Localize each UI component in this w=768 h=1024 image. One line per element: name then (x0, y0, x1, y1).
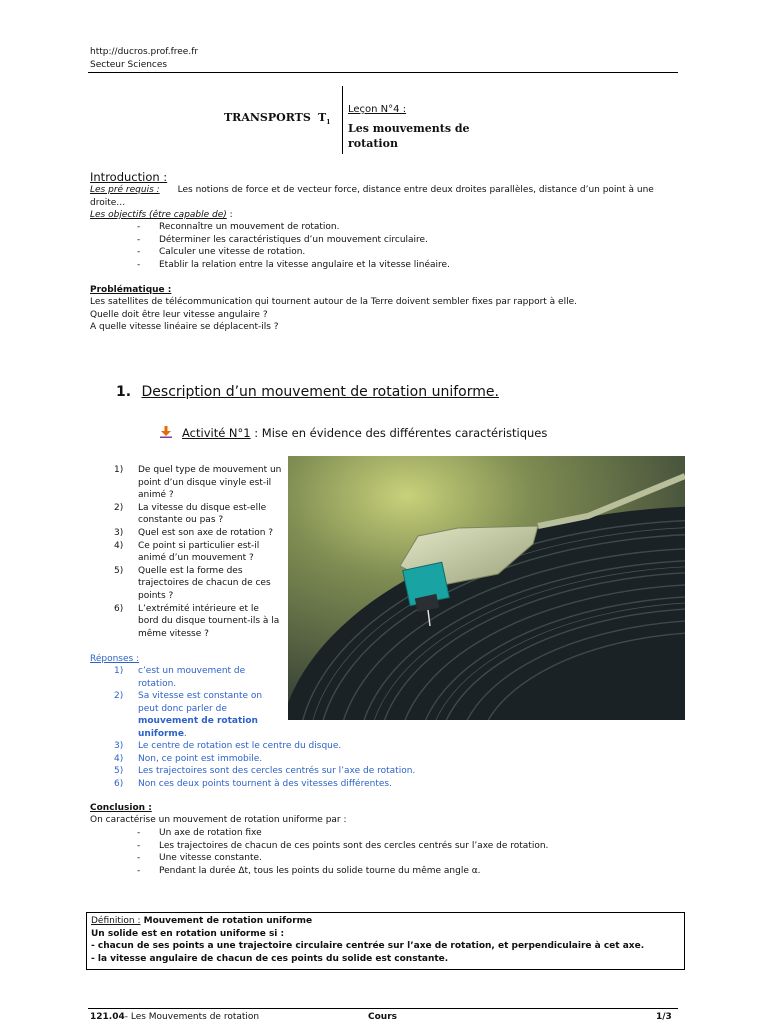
definition-line: Un solide est en rotation uniforme si : (91, 928, 285, 939)
questions-list (112, 464, 282, 640)
list-item: - Un axe de rotation fixe (137, 827, 548, 840)
list-item: 4) Non, ce point est immobile. (114, 753, 263, 764)
list-item: 3) Quel est son axe de rotation ? (114, 527, 274, 538)
subject-title: TRANSPORTS (224, 111, 311, 124)
answers-heading: Réponses : (90, 654, 140, 664)
answers-list-top (112, 665, 272, 741)
intro-objectives-label: Les objectifs (être capable de) : (90, 210, 233, 220)
header-sector: Secteur Sciences (90, 60, 168, 70)
header-rule (88, 72, 678, 73)
list-item: 6) Non ces deux points tournent à des vitesses différentes. (114, 778, 392, 789)
list-item: 6) L’extrémité intérieure et le bord du disque tournent-ils à la même vitesse ? (114, 603, 280, 639)
down-arrow-icon (160, 426, 172, 438)
definition-line: - la vitesse angulaire de chacun de ces points du solide est constante. (91, 953, 449, 964)
conclusion-intro: On caractérise un mouvement de rotation uniforme par : (90, 815, 347, 825)
list-item: 4) Ce point si particulier est-il animé d’un mouvement ? (114, 540, 260, 564)
definition-line: - chacun de ses points a une trajectoire circulaire centrée sur l’axe de rotation, et perpendiculaire à cet axe. (91, 941, 645, 952)
footer-page: 1/3 (656, 1012, 672, 1022)
list-item: - Déterminer les caractéristiques d’un mouvement circulaire. (137, 234, 450, 247)
header-url: http://ducros.prof.free.fr (90, 47, 199, 57)
definition-title: Définition : Mouvement de rotation uniforme (91, 916, 313, 926)
objectives-list (137, 221, 450, 271)
list-item: 5) Quelle est la forme des trajectoires de chacun de ces points ? (114, 565, 271, 601)
problem-heading: Problématique : (90, 285, 172, 295)
intro-prereq: Les pré requis : Les notions de force et de vecteur force, distance entre deux droites parallèles, distance d’un point à une droite… (90, 185, 654, 208)
definition-box (86, 912, 685, 970)
list-item: - Reconnaître un mouvement de rotation. (137, 221, 450, 234)
lesson-title: Les mouvements de rotation (348, 122, 470, 150)
lesson-number: Leçon N°4 : (348, 104, 407, 115)
list-item: - Etablir la relation entre la vitesse angulaire et la vitesse linéaire. (137, 259, 450, 272)
answers-list-bottom (112, 740, 512, 790)
list-item: 3) Le centre de rotation est le centre du disque. (114, 741, 342, 751)
list-item: 5) Les trajectoires sont des cercles centrés sur l’axe de rotation. (114, 766, 416, 777)
intro-heading: Introduction : (90, 170, 168, 184)
activity-heading: Activité N°1 : Mise en évidence des différentes caractéristiques (160, 426, 547, 441)
list-item: - Les trajectoires de chacun de ces points sont des cercles centrés sur l’axe de rotation. (137, 840, 548, 853)
list-item: - Calculer une vitesse de rotation. (137, 246, 450, 259)
list-item: - Pendant la durée Δt, tous les points du solide tourne du même angle α. (137, 865, 548, 878)
list-item: 2) Sa vitesse est constante on peut donc parler de mouvement de rotation uniforme. (114, 691, 263, 739)
footer-type: Cours (368, 1012, 397, 1022)
list-item: 1) De quel type de mouvement un point d’un disque vinyle est-il animé ? (114, 465, 282, 501)
list-item: - Une vitesse constante. (137, 852, 548, 865)
conclusion-heading: Conclusion : (90, 803, 152, 813)
conclusion-list (137, 827, 548, 877)
list-item: 2) La vitesse du disque est-elle constante ou pas ? (114, 502, 267, 526)
problem-text: Les satellites de télécommunication qui tournent autour de la Terre doivent sembler fixes par rapport à elle. Quelle doit être leur vitesse angulaire ? A quelle vitesse linéaire se déplacent-ils ? (90, 297, 577, 333)
list-item: 1) c’est un mouvement de rotation. (114, 666, 246, 689)
header-divider (342, 86, 343, 154)
turntable-photo (288, 456, 685, 720)
footer-ref: 121.04- Les Mouvements de rotation (90, 1012, 260, 1022)
section-heading: 1. Description d’un mouvement de rotation uniforme. (116, 384, 499, 400)
subject-subtitle: $T_1$ (318, 111, 331, 127)
footer-rule (88, 1008, 678, 1009)
